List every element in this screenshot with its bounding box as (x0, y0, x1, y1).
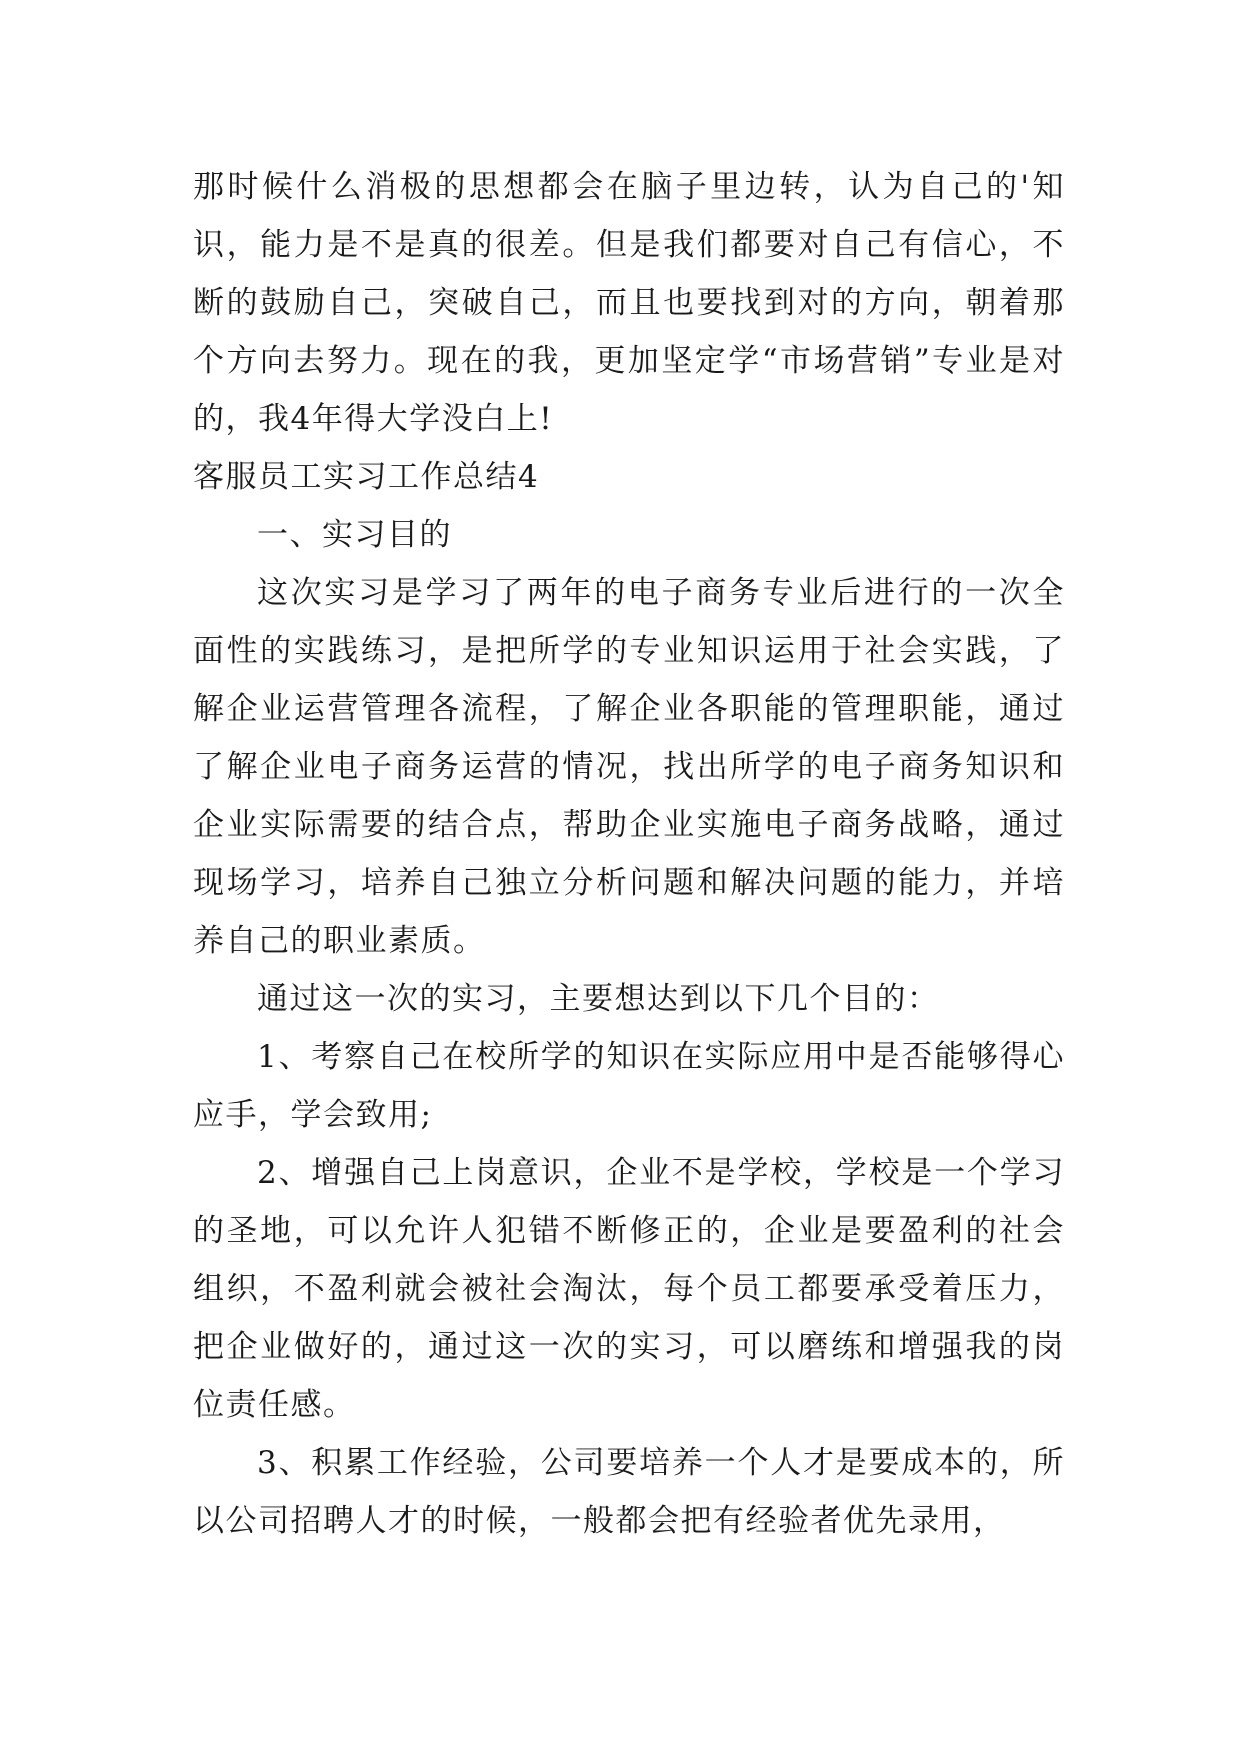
subheading-purpose: 一、实习目的 (257, 517, 452, 553)
paragraph-purpose-body: 这次实习是学习了两年的电子商务专业后进行的一次全面性的实践练习，是把所学的专业知识运用于社会实践，了解企业运营管理各流程，了解企业各职能的管理职能，通过了解企业电子商务运营的情况，找出所学的电子商务知识和企业实际需要的结合点，帮助企业实施电子商务战略，通过现场学习，培养自己独立分析问题和解决问题的能力，并培养自己的职业素质。 (193, 575, 1065, 959)
list-item-goal-2: 2、增强自己上岗意识，企业不是学校，学校是一个学习的圣地，可以允许人犯错不断修正的，企业是要盈利的社会组织，不盈利就会被社会淘汰，每个员工都要承受着压力，把企业做好的，通过这一次的实习，可以磨练和增强我的岗位责任感。 (193, 1155, 1065, 1423)
paragraph-goals-intro: 通过这一次的实习，主要想达到以下几个目的： (257, 981, 940, 1017)
list-item-goal-1: 1、考察自己在校所学的知识在实际应用中是否能够得心应手，学会致用; (193, 1039, 1065, 1133)
list-item-goal-3: 3、积累工作经验，公司要培养一个人才是要成本的，所以公司招聘人才的时候，一般都会把有经验者优先录用， (193, 1445, 1065, 1539)
paragraph-continued: 那时候什么消极的思想都会在脑子里边转，认为自己的'知识，能力是不是真的很差。但是我们都要对自己有信心，不断的鼓励自己，突破自己，而且也要找到对的方向，朝着那个方向去努力。现在的我，更加坚定学“市场营销”专业是对的，我4年得大学没白上! (193, 169, 1065, 437)
section-title: 客服员工实习工作总结4 (193, 459, 540, 495)
document-body (193, 158, 1065, 1550)
